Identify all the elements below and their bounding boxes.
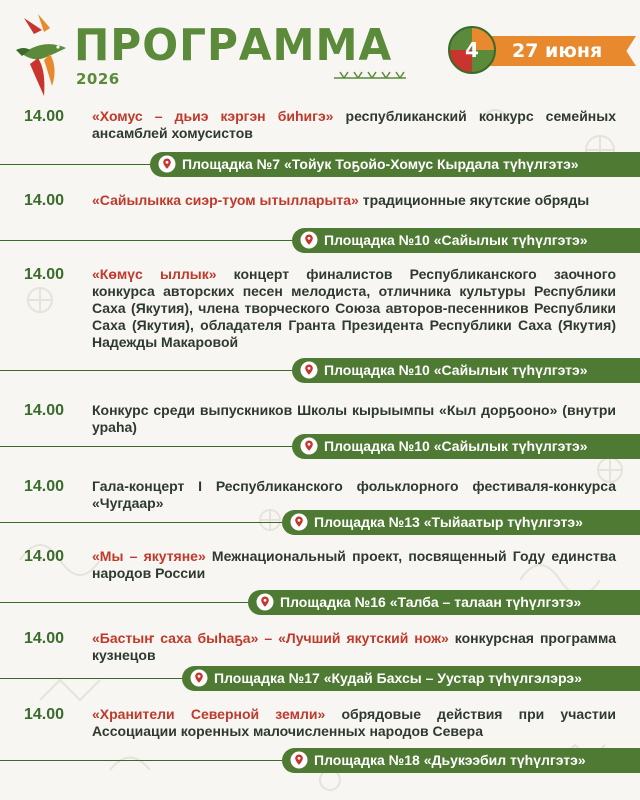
bird-logo-icon xyxy=(14,14,72,96)
venue-bar xyxy=(182,666,640,691)
event-highlight: «Сайылыкка сиэр-туом ытылларыта» xyxy=(92,192,359,208)
event-description xyxy=(92,192,616,209)
venue-label: Площадка №10 «Сайылык түһүлгэтэ» xyxy=(324,232,588,248)
venue-divider-line xyxy=(0,522,282,523)
venue-divider-line xyxy=(0,240,292,241)
year-label: 2026 xyxy=(76,70,120,88)
venue-divider-line xyxy=(0,678,182,679)
header xyxy=(0,0,640,100)
venue-divider-line xyxy=(0,370,292,371)
location-pin-icon xyxy=(290,513,308,531)
event-highlight: «Хранители Северной земли» xyxy=(92,706,326,722)
event-time: 14.00 xyxy=(24,706,65,723)
venue-label: Площадка №10 «Сайылык түһүлгэтэ» xyxy=(324,438,588,454)
page-title: ПРОГРАММА xyxy=(74,20,393,71)
location-pin-icon xyxy=(158,155,176,173)
venue-bar xyxy=(282,748,640,773)
event-text: Конкурс среди выпускников Школы кырыымпы «Кыл дорҕооно» (внутри ураһа) xyxy=(92,402,616,435)
venue-label: Площадка №16 «Талба – талаан түһүлгэтэ» xyxy=(280,594,582,610)
venue-bar xyxy=(282,510,640,535)
event-highlight: «Бастыҥ саха быһаҕа» – «Лучший якутский нож» xyxy=(92,630,449,646)
event-highlight: «Мы – якутяне» xyxy=(92,548,206,564)
event-description xyxy=(92,630,616,664)
date-month: 27 июня xyxy=(512,40,603,62)
event-description xyxy=(92,266,616,351)
venue-divider-line xyxy=(0,602,248,603)
event-text: Гала-концерт I Республиканского фольклорного фестиваля-конкурса «Чугдаар» xyxy=(92,478,616,511)
event-time: 14.00 xyxy=(24,108,65,125)
venue-bar xyxy=(150,152,640,177)
event-time: 14.00 xyxy=(24,266,65,283)
location-pin-icon xyxy=(190,669,208,687)
event-venue xyxy=(0,358,640,383)
event-highlight: «Көмүс ыллык» xyxy=(92,266,217,282)
venue-bar xyxy=(292,228,640,253)
event-text: концерт финалистов Республиканского заочного конкурса авторских песен мелодиста, отличника культуры Республики Саха (Якутия), члена творческого Союза авторов-песенников Республики Саха (Якутия), обладателя Гранта Президента Республики Саха (Якутия) Надежды Макаровой xyxy=(92,266,616,350)
event-time: 14.00 xyxy=(24,478,65,495)
venue-label: Площадка №18 «Дьукээбил түһүлгэтэ» xyxy=(314,752,586,768)
event-time: 14.00 xyxy=(24,548,65,565)
event-time: 14.00 xyxy=(24,192,65,209)
location-pin-icon xyxy=(256,593,274,611)
venue-label: Площадка №7 «Тойук Тоҕойо-Хомус Кырдала түһүлгэтэ» xyxy=(182,156,579,172)
event-text: конкурсная программа кузнецов xyxy=(92,630,616,663)
ornament-icon xyxy=(330,66,410,88)
location-pin-icon xyxy=(300,231,318,249)
venue-divider-line xyxy=(0,164,150,165)
location-pin-icon xyxy=(290,751,308,769)
venue-label: Площадка №17 «Кудай Бахсы – Уустар түһүлгэлэрэ» xyxy=(214,670,582,686)
date-badge xyxy=(446,26,636,74)
venue-divider-line xyxy=(0,446,292,447)
location-pin-icon xyxy=(300,361,318,379)
event-description xyxy=(92,478,616,512)
event-description xyxy=(92,108,616,142)
event-description xyxy=(92,548,616,582)
location-pin-icon xyxy=(300,437,318,455)
venue-label: Площадка №13 «Тыйаатыр түһүлгэтэ» xyxy=(314,514,583,530)
event-venue xyxy=(0,748,640,773)
venue-bar xyxy=(292,434,640,459)
event-time: 14.00 xyxy=(24,630,65,647)
event-highlight: «Хомус – дьиэ кэргэн биһигэ» xyxy=(92,108,334,124)
event-venue xyxy=(0,590,640,615)
event-description xyxy=(92,402,616,436)
event-text: традиционные якутские обряды xyxy=(358,192,590,208)
event-venue xyxy=(0,434,640,459)
venue-bar xyxy=(292,358,640,383)
event-time: 14.00 xyxy=(24,402,65,419)
event-text: обрядовые действия при участии Ассоциации коренных малочисленных народов Севера xyxy=(92,706,616,739)
event-text: республиканский конкурс семейных ансамблей хомусистов xyxy=(92,108,617,141)
date-day: 4 xyxy=(465,38,479,62)
event-venue xyxy=(0,510,640,535)
venue-label: Площадка №10 «Сайылык түһүлгэтэ» xyxy=(324,362,588,378)
event-text: Межнациональный проект, посвященный Году единства народов России xyxy=(92,548,616,581)
venue-divider-line xyxy=(0,760,282,761)
event-venue xyxy=(0,228,640,253)
venue-bar xyxy=(248,590,640,615)
event-description xyxy=(92,706,616,740)
event-venue xyxy=(0,666,640,691)
event-venue xyxy=(0,152,640,177)
